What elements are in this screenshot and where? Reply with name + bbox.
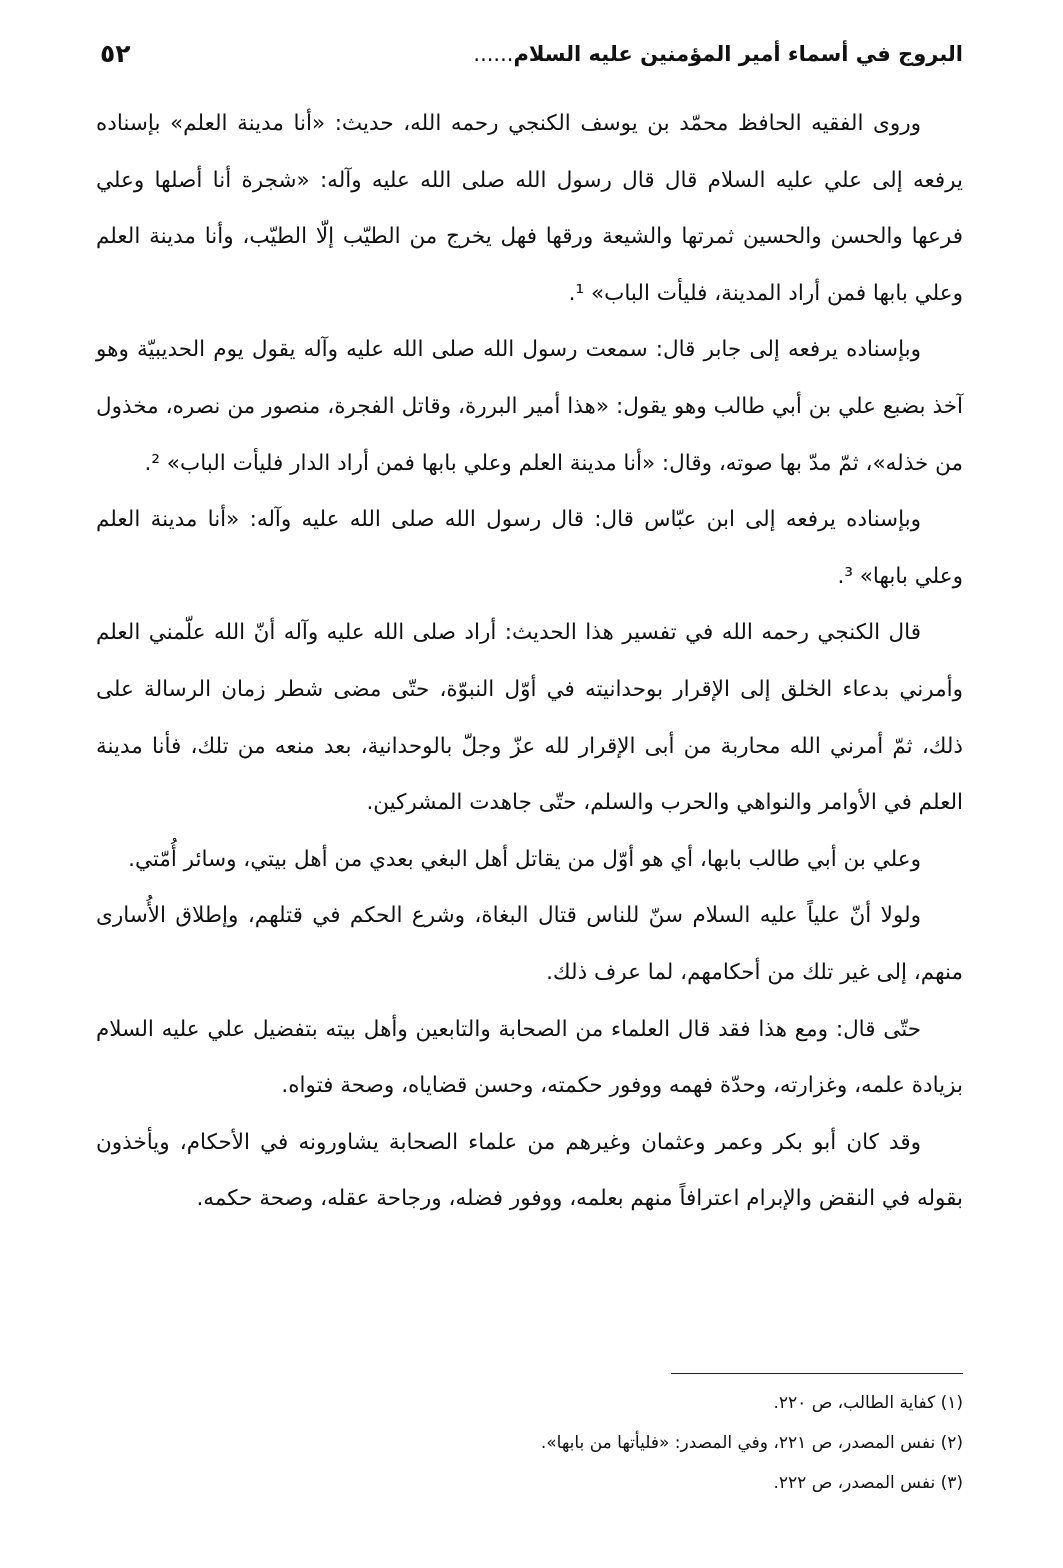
paragraph: وعلي بن أبي طالب بابها، أي هو أوّل من يقاتل أهل البغي بعدي من أهل بيتي، وسائر أُمّتي. xyxy=(128,846,921,872)
paragraph: ولولا أنّ علياً عليه السلام سنّ للناس قتال البغاة، وشرع الحكم في قتلهم، وإطلاق الأُسارى منهم، إلى غير تلك من أحكامهم، لما عرف ذلك. xyxy=(96,903,963,985)
paragraph: حتّى قال: ومع هذا فقد قال العلماء من الصحابة والتابعين وأهل بيته بتفضيل علي عليه السلام بزيادة علمه، وغزارته، وحدّة فهمه ووفور حكمته، وحسن قضاياه، وصحة فتواه. xyxy=(96,1016,963,1099)
footnote: (٣) نفس المصدر، ص ٢٢٢. xyxy=(773,1473,963,1493)
paragraph: وقد كان أبو بكر وعمر وعثمان وغيرهم من علماء الصحابة يشاورونه في الأحكام، ويأخذون بقوله في النقض والإبرام اعترافاً منهم بعلمه، ووفور فضله، ورجاحة عقله، وصحة حكمه. xyxy=(96,1129,963,1212)
paragraph: وبإسناده يرفعه إلى جابر قال: سمعت رسول الله صلى الله عليه وآله يقول يوم الحديبيّة وهو آخذ بضبع علي بن أبي طالب وهو يقول: «هذا أمير البررة، وقاتل الفجرة، منصور من نصره، مخذول من خذله»، ثمّ مدّ بها صوته، وقال: «أنا مدينة العلم وعلي بابها فمن أراد الدار فليأت الباب» ². xyxy=(96,337,963,476)
footnotes xyxy=(100,1383,963,1503)
footnote: (٢) نفس المصدر، ص ٢٢١، وفي المصدر: «فليأتها من بابها». xyxy=(540,1433,963,1453)
page-number: ٥٢ xyxy=(100,39,131,68)
paragraph: قال الكنجي رحمه الله في تفسير هذا الحديث: أراد صلى الله عليه وآله أنّ الله علّمني العلم وأمرني بدعاء الخلق إلى الإقرار بوحدانيته في أوّل النبوّة، حتّى مضى شطر زمان الرسالة على ذلك، ثمّ أمرني الله محاربة من أبى الإقرار لله عزّ وجلّ بالوحدانية، بعد منعه من تلك، فأنا مدينة العلم في الأوامر والنواهي والحرب والسلم، حتّى جاهدت المشركين. xyxy=(96,620,963,816)
footnote: (١) كفاية الطالب، ص ٢٢٠. xyxy=(773,1393,963,1413)
page-header xyxy=(100,36,963,76)
paragraph: وروى الفقيه الحافظ محمّد بن يوسف الكنجي رحمه الله، حديث: «أنا مدينة العلم» بإسناده يرفعه إلى علي عليه السلام قال قال رسول الله صلى الله عليه وآله: «شجرة أنا أصلها وعلي فرعها والحسن والحسين ثمرتها والشيعة ورقها فهل يخرج من الطيّب إلّا الطيّب، وأنا مدينة العلم وعلي بابها فمن أراد المدينة، فليأت الباب» ¹. xyxy=(96,111,963,306)
running-title-text: البروج في أسماء أمير المؤمنين عليه السلام xyxy=(513,42,963,66)
paragraph: وبإسناده يرفعه إلى ابن عبّاس قال: قال رسول الله صلى الله عليه وآله: «أنا مدينة العلم وعلي بابها» ³. xyxy=(96,507,963,589)
footnote-divider xyxy=(671,1373,963,1374)
main-text xyxy=(96,96,963,1228)
running-title-dots: ...... xyxy=(473,42,514,66)
running-title xyxy=(467,36,963,72)
